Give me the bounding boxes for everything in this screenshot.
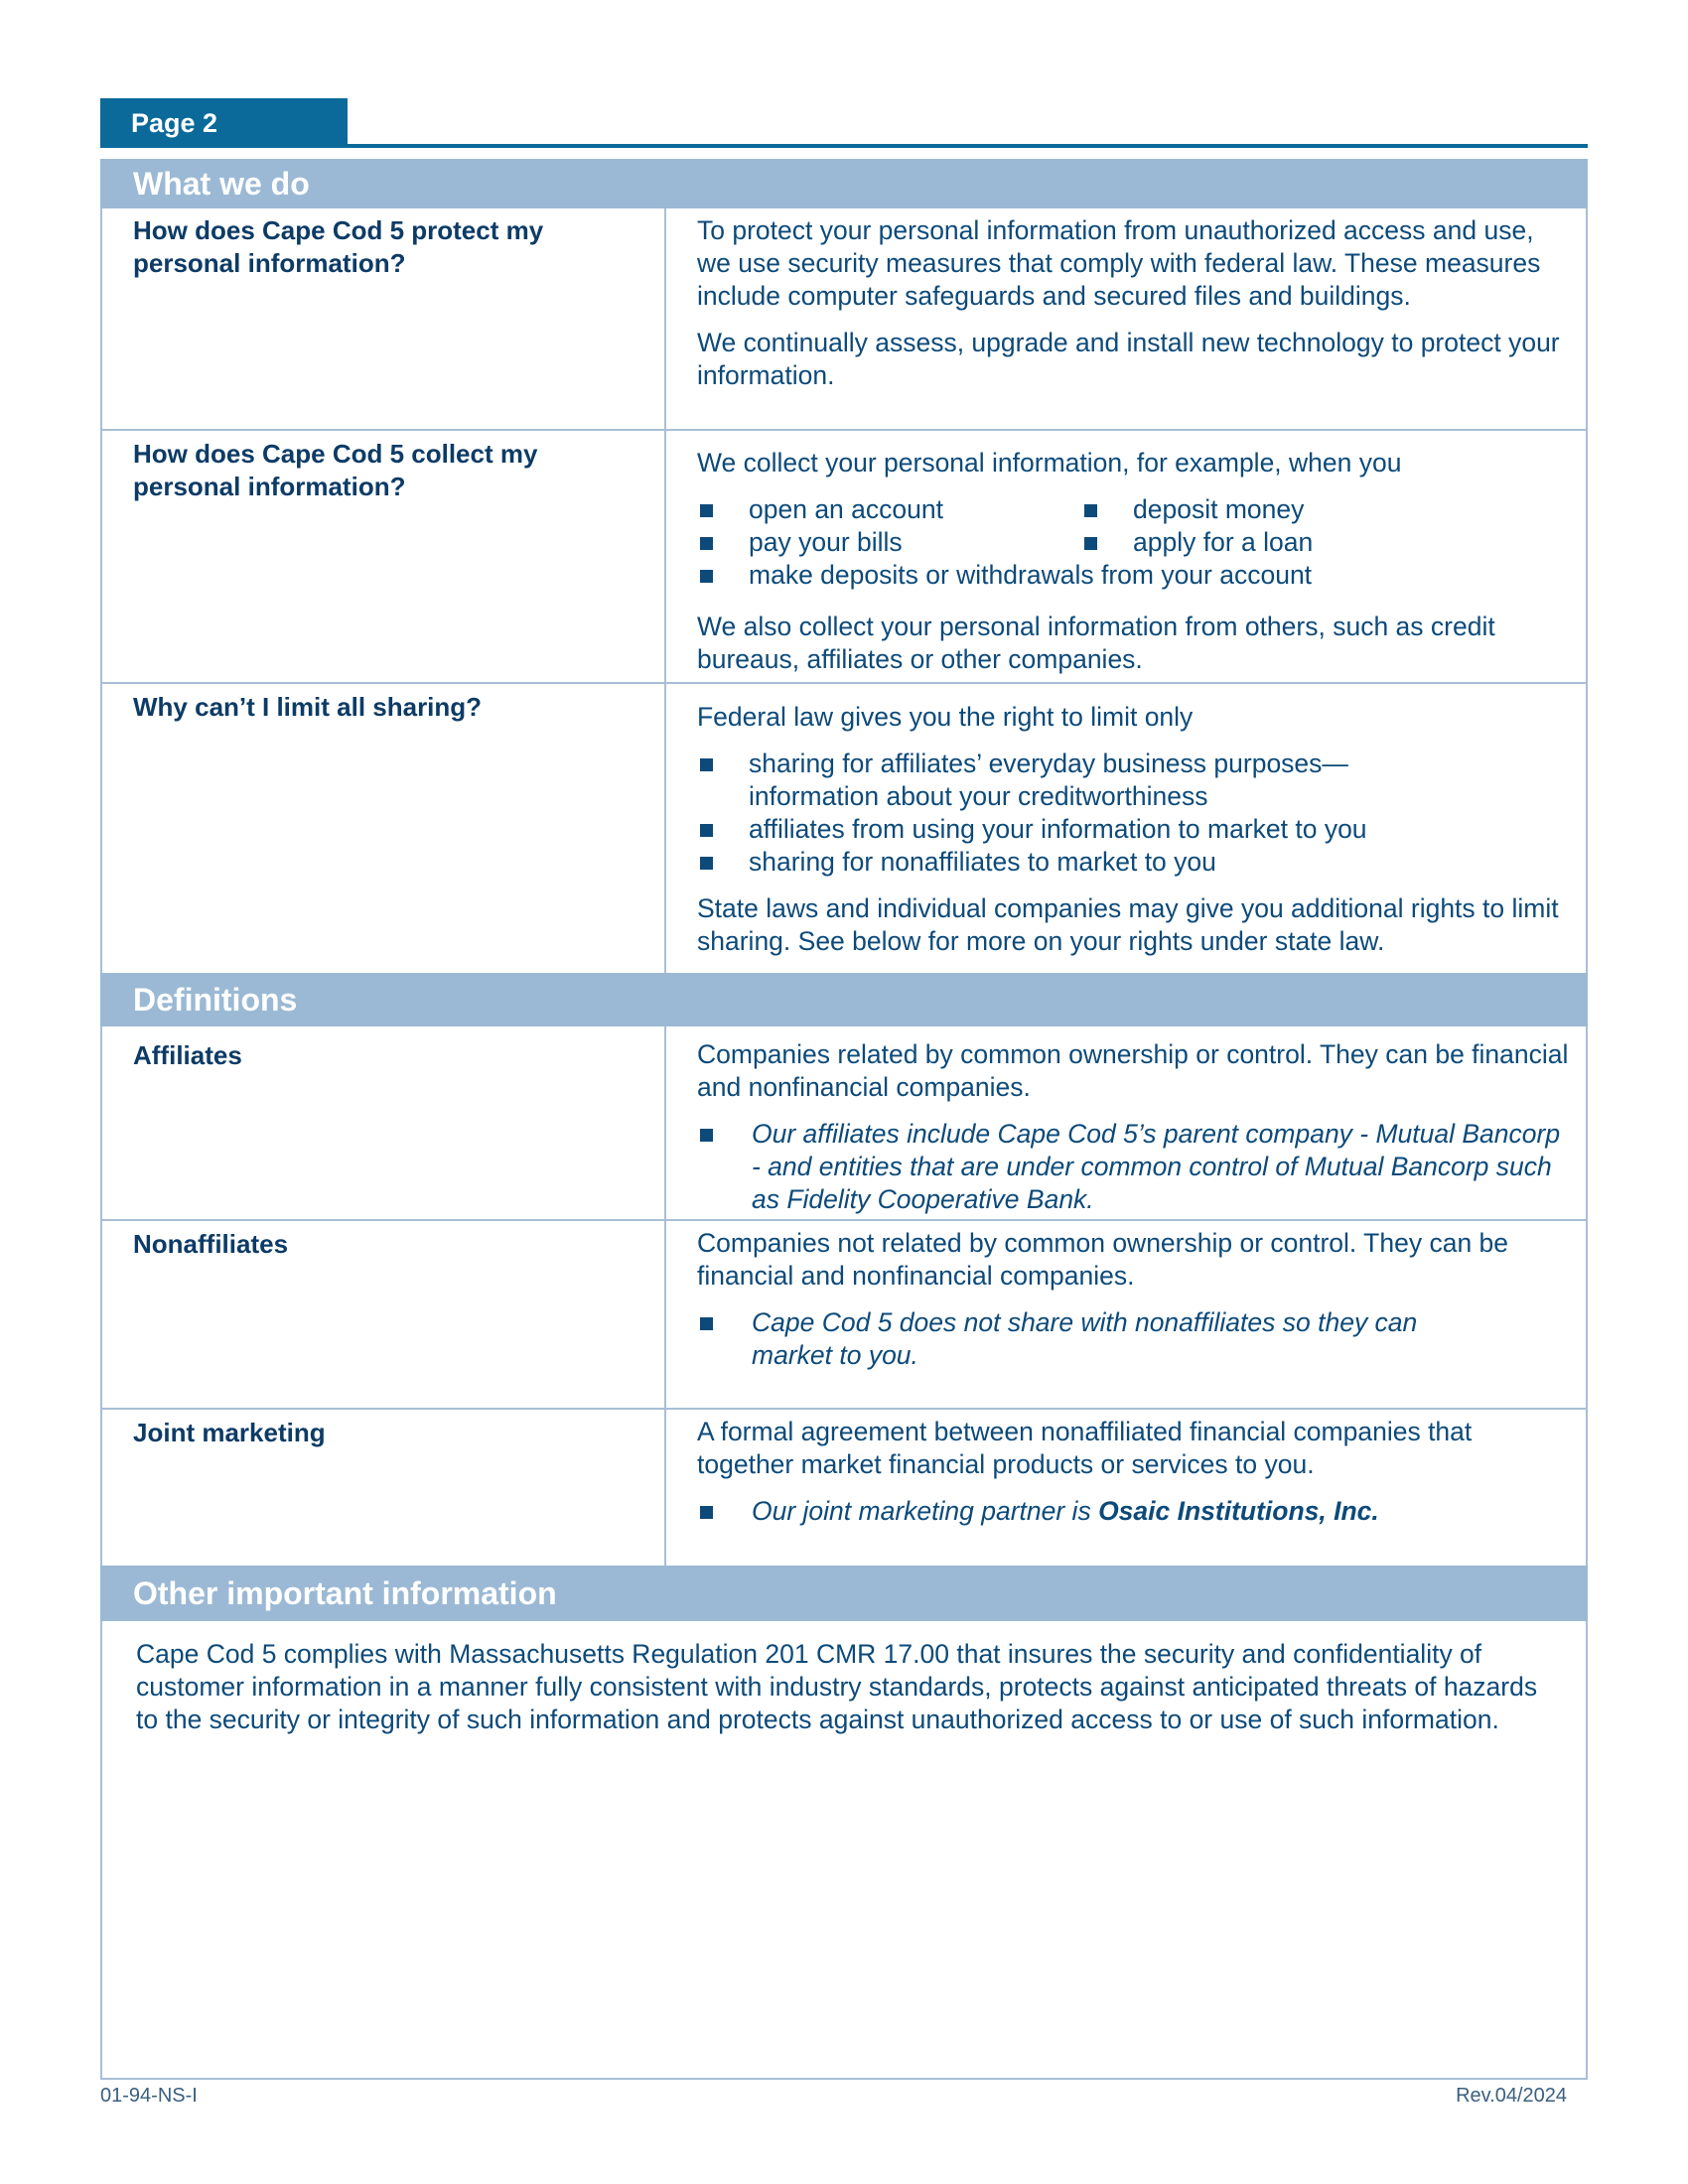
list-item: apply for a loan — [1081, 526, 1379, 559]
definition-joint-marketing-text: A formal agreement between nonaffiliated financial companies that together market financial products or services to you. — [697, 1417, 1473, 1479]
nonaffiliates-note-list — [697, 1306, 1571, 1372]
section-other-info: Other important information — [100, 1566, 1588, 1621]
list-item: Cape Cod 5 does not share with nonaffiliates so they can market to you. — [697, 1306, 1467, 1372]
row-divider — [100, 1219, 1588, 1221]
answer-limit — [697, 701, 1571, 958]
list-item — [697, 1495, 1571, 1528]
collect-bullet-list — [697, 493, 1571, 592]
other-info-text: Cape Cod 5 complies with Massachusetts Regulation 201 CMR 17.00 that insures the security and confidentiality of customer information in a manner fully consistent with industry standards, protects against anticipated threats of hazards to the security or integrity of such information and protects against unauthorized access to or use of such information. — [136, 1639, 1538, 1734]
answer-protect-p2: We continually assess, upgrade and install new technology to protect your information. — [697, 328, 1560, 390]
definition-affiliates-text: Companies related by common ownership or control. They can be financial and nonfinancial companies. — [697, 1039, 1569, 1102]
page-number-tab: Page 2 — [100, 98, 348, 146]
term-nonaffiliates: Nonaffiliates — [133, 1229, 289, 1259]
term-affiliates: Affiliates — [133, 1040, 242, 1070]
question-collect: How does Cape Cod 5 collect my personal information? — [133, 439, 538, 501]
list-item: sharing for affiliates’ everyday business purposes— information about your creditworthiness — [697, 748, 1364, 813]
row-divider — [100, 682, 1588, 684]
answer-limit-intro: Federal law gives you the right to limit only — [697, 702, 1194, 732]
list-item: deposit money — [1081, 493, 1379, 526]
limit-bullet-list — [697, 748, 1571, 879]
revision-date: Rev.04/2024 — [1456, 2085, 1567, 2107]
header-rule — [100, 144, 1588, 148]
answer-protect — [697, 214, 1571, 392]
question-limit: Why can’t I limit all sharing? — [133, 692, 483, 722]
answer-collect — [697, 447, 1571, 676]
definition-affiliates — [697, 1038, 1571, 1216]
answer-limit-outro: State laws and individual companies may give you additional rights to limit sharing. See below for more on your rights under state law. — [697, 893, 1559, 956]
list-item: make deposits or withdrawals from your account — [697, 559, 1379, 592]
form-id: 01-94-NS-I — [100, 2085, 198, 2107]
definition-nonaffiliates-text: Companies not related by common ownership or control. They can be financial and nonfinancial companies. — [697, 1228, 1509, 1291]
list-item: pay your bills — [697, 526, 1081, 559]
joint-marketing-note-list — [697, 1495, 1571, 1528]
partner-name: Osaic Institutions, Inc. — [1098, 1496, 1379, 1526]
definition-joint-marketing — [697, 1416, 1571, 1528]
section-definitions: Definitions — [100, 973, 1588, 1026]
term-joint-marketing: Joint marketing — [133, 1418, 326, 1447]
column-divider — [664, 208, 666, 973]
question-protect: How does Cape Cod 5 protect my personal information? — [133, 215, 544, 278]
definition-nonaffiliates — [697, 1227, 1571, 1372]
answer-collect-intro: We collect your personal information, for example, when you — [697, 448, 1402, 478]
answer-protect-p1: To protect your personal information from unauthorized access and use, we use security measures that comply with federal law. These measures include computer safeguards and secured files and buildings. — [697, 215, 1541, 311]
row-divider — [100, 429, 1588, 431]
section-what-we-do: What we do — [100, 159, 1588, 208]
list-item: Our affiliates include Cape Cod 5’s parent company - Mutual Bancorp - and entities that are under common control of Mutual Bancorp such as Fidelity Cooperative Bank. — [697, 1118, 1571, 1216]
affiliates-note-list — [697, 1118, 1571, 1216]
list-item: affiliates from using your information to market to you — [697, 813, 1571, 846]
list-item: sharing for nonaffiliates to market to you — [697, 846, 1571, 879]
answer-collect-outro: We also collect your personal information from others, such as credit bureaus, affiliates or other companies. — [697, 612, 1495, 674]
row-divider — [100, 1408, 1588, 1410]
column-divider — [664, 1026, 666, 1566]
list-item: open an account — [697, 493, 1081, 526]
partner-prefix: Our joint marketing partner is — [752, 1496, 1099, 1526]
